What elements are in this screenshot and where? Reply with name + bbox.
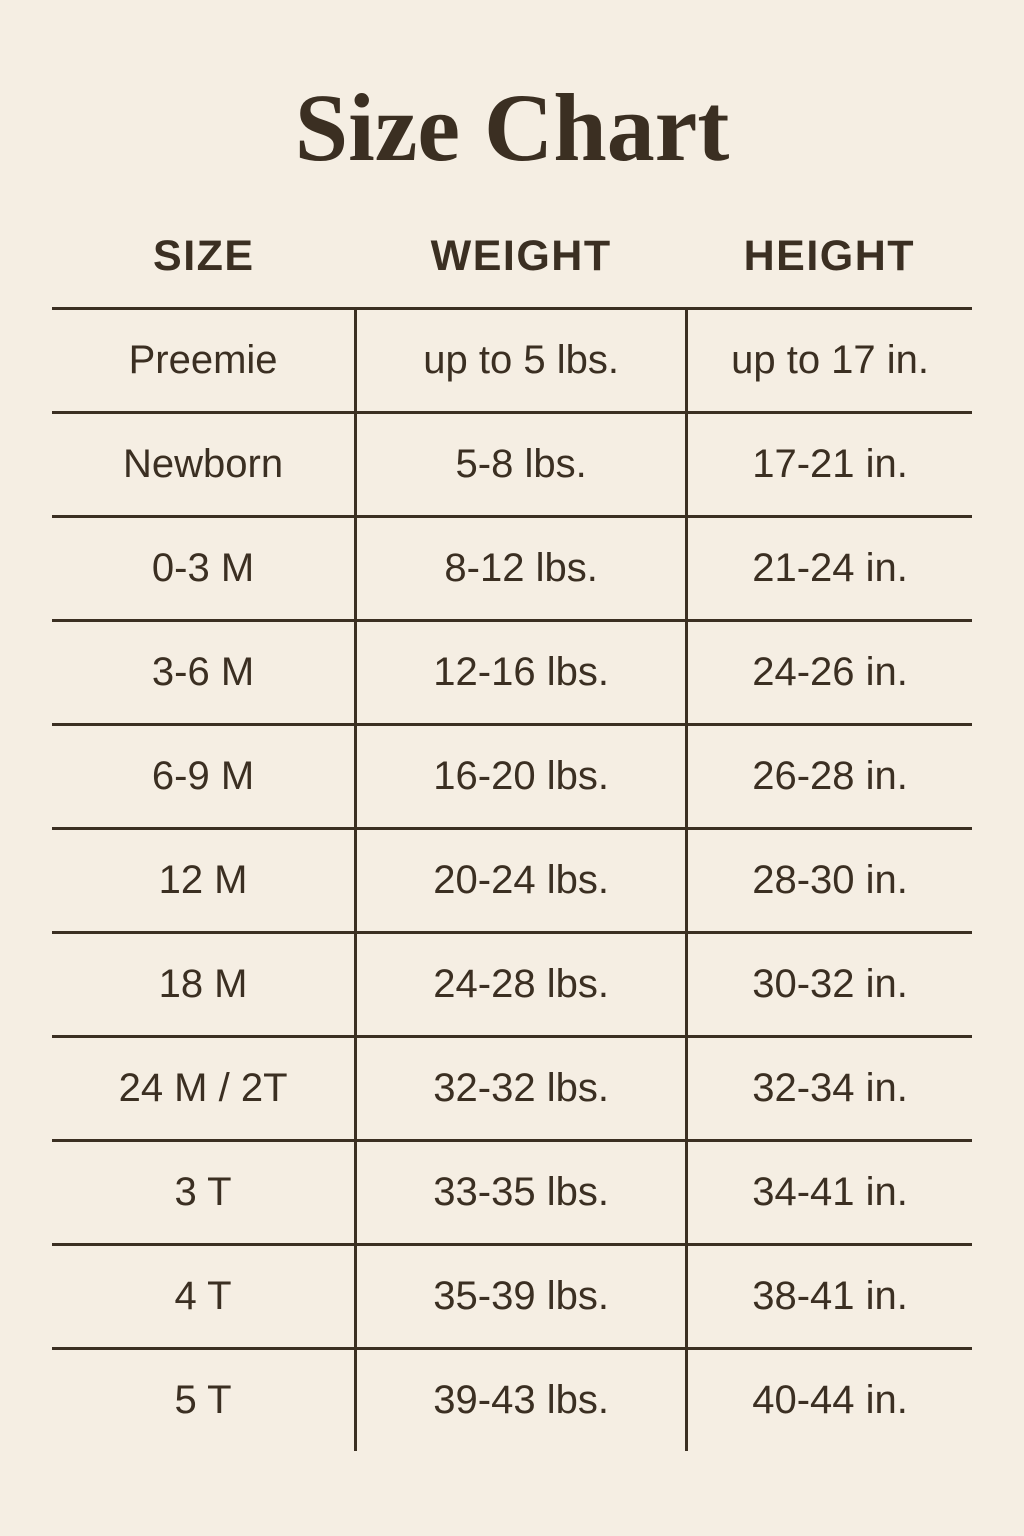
- table-header: [52, 231, 972, 309]
- cell-size: 24 M / 2T: [52, 1036, 356, 1140]
- cell-height: 38-41 in.: [687, 1244, 972, 1348]
- column-header-size: SIZE: [153, 231, 255, 280]
- cell-size: Newborn: [52, 412, 356, 516]
- table-row: [52, 724, 972, 828]
- cell-height: up to 17 in.: [687, 308, 972, 412]
- cell-height: 40-44 in.: [687, 1348, 972, 1451]
- table-row: [52, 1244, 972, 1348]
- table-row: [52, 620, 972, 724]
- cell-height: 32-34 in.: [687, 1036, 972, 1140]
- cell-height: 28-30 in.: [687, 828, 972, 932]
- cell-weight: 16-20 lbs.: [356, 724, 687, 828]
- cell-height: 30-32 in.: [687, 932, 972, 1036]
- cell-height: 17-21 in.: [687, 412, 972, 516]
- size-chart-table-wrap: [52, 179, 972, 1451]
- cell-size: 18 M: [52, 932, 356, 1036]
- cell-height: 26-28 in.: [687, 724, 972, 828]
- cell-weight: 24-28 lbs.: [356, 932, 687, 1036]
- cell-size: 5 T: [52, 1348, 356, 1451]
- cell-size: 0-3 M: [52, 516, 356, 620]
- cell-size: Preemie: [52, 308, 356, 412]
- cell-size: 3-6 M: [52, 620, 356, 724]
- table-body: [52, 308, 972, 1451]
- page-title: Size Chart: [294, 74, 730, 181]
- cell-height: 34-41 in.: [687, 1140, 972, 1244]
- size-chart-table: [52, 231, 972, 1451]
- table-row: [52, 308, 972, 412]
- cell-weight: 8-12 lbs.: [356, 516, 687, 620]
- cell-weight: 32-32 lbs.: [356, 1036, 687, 1140]
- table-header-row: [52, 231, 972, 309]
- cell-size: 3 T: [52, 1140, 356, 1244]
- table-row: [52, 1348, 972, 1451]
- table-row: [52, 412, 972, 516]
- column-header-height: HEIGHT: [743, 231, 916, 280]
- cell-size: 6-9 M: [52, 724, 356, 828]
- table-row: [52, 1140, 972, 1244]
- column-header-weight: WEIGHT: [430, 231, 612, 280]
- cell-weight: 33-35 lbs.: [356, 1140, 687, 1244]
- cell-size: 4 T: [52, 1244, 356, 1348]
- table-row: [52, 932, 972, 1036]
- cell-weight: 5-8 lbs.: [356, 412, 687, 516]
- table-row: [52, 828, 972, 932]
- cell-weight: 39-43 lbs.: [356, 1348, 687, 1451]
- cell-weight: 35-39 lbs.: [356, 1244, 687, 1348]
- cell-height: 24-26 in.: [687, 620, 972, 724]
- cell-weight: up to 5 lbs.: [356, 308, 687, 412]
- cell-size: 12 M: [52, 828, 356, 932]
- cell-weight: 12-16 lbs.: [356, 620, 687, 724]
- cell-height: 21-24 in.: [687, 516, 972, 620]
- table-row: [52, 516, 972, 620]
- cell-weight: 20-24 lbs.: [356, 828, 687, 932]
- table-row: [52, 1036, 972, 1140]
